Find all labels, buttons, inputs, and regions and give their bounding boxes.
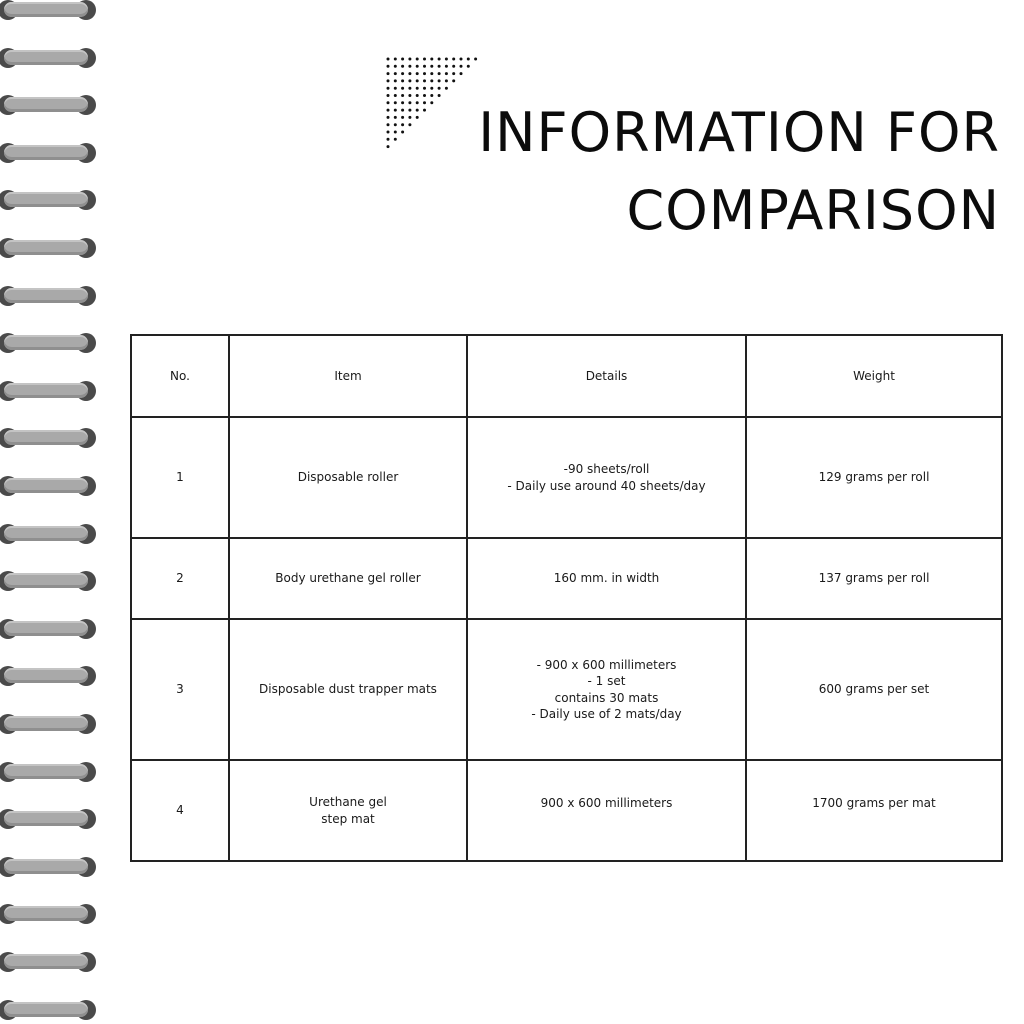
pattern-dot: [394, 58, 397, 61]
table-header-row: [131, 335, 1002, 417]
binding-ring: [0, 903, 98, 925]
pattern-dot: [401, 123, 404, 126]
pattern-dot: [401, 87, 404, 90]
pattern-dot: [416, 72, 419, 75]
pattern-dot: [408, 65, 411, 68]
cell-details: [467, 760, 746, 861]
pattern-dot: [438, 72, 441, 75]
table-row: [131, 538, 1002, 619]
pattern-dot: [387, 87, 390, 90]
pattern-dot: [394, 94, 397, 97]
pattern-dot: [387, 116, 390, 119]
pattern-dot: [387, 58, 390, 61]
detail-line: contains 30 mats: [554, 690, 659, 705]
pattern-dot: [401, 72, 404, 75]
binding-ring: [0, 475, 98, 497]
pattern-dot: [445, 72, 448, 75]
pattern-dot: [452, 79, 455, 82]
pattern-dot: [438, 79, 441, 82]
binding-ring: [0, 142, 98, 164]
pattern-dot: [401, 101, 404, 104]
pattern-dot: [408, 87, 411, 90]
pattern-dot: [394, 72, 397, 75]
pattern-dot: [408, 123, 411, 126]
cell-no: 3: [131, 619, 229, 760]
detail-line: -90 sheets/roll: [563, 462, 650, 476]
pattern-dot: [387, 109, 390, 112]
header-item: Item: [229, 335, 467, 417]
pattern-dot: [430, 79, 433, 82]
pattern-dot: [416, 58, 419, 61]
binding-ring: [0, 523, 98, 545]
pattern-dot: [394, 87, 397, 90]
header-weight: Weight: [746, 335, 1002, 417]
pattern-dot: [408, 109, 411, 112]
pattern-dot: [460, 58, 463, 61]
cell-weight: 600 grams per set: [746, 619, 1002, 760]
pattern-dot: [430, 65, 433, 68]
pattern-dot: [438, 65, 441, 68]
pattern-dot: [416, 79, 419, 82]
table-row: [131, 760, 1002, 861]
cell-details: [467, 417, 746, 538]
pattern-dot: [394, 116, 397, 119]
pattern-dot: [387, 131, 390, 134]
item-line: Urethane gel: [309, 795, 387, 809]
pattern-dot: [401, 94, 404, 97]
pattern-dot: [408, 72, 411, 75]
cell-weight: 129 grams per roll: [746, 417, 1002, 538]
pattern-dot: [394, 79, 397, 82]
detail-line: - 1 set: [587, 674, 626, 688]
item-line: Disposable roller: [297, 470, 399, 485]
detail-line: - Daily use around 40 sheets/day: [507, 478, 706, 493]
pattern-dot: [408, 101, 411, 104]
pattern-dot: [445, 79, 448, 82]
pattern-dot: [394, 109, 397, 112]
pattern-dot: [387, 79, 390, 82]
binding-ring: [0, 94, 98, 116]
binding-ring: [0, 570, 98, 592]
cell-details: [467, 538, 746, 619]
pattern-dot: [423, 65, 426, 68]
binding-ring: [0, 856, 98, 878]
cell-item: [229, 760, 467, 861]
pattern-dot: [394, 131, 397, 134]
binding-ring: [0, 285, 98, 307]
pattern-dot: [408, 79, 411, 82]
pattern-dot: [423, 109, 426, 112]
cell-item: [229, 619, 467, 760]
binding-ring: [0, 47, 98, 69]
binding-ring: [0, 332, 98, 354]
pattern-dot: [416, 94, 419, 97]
pattern-dot: [387, 138, 390, 141]
binding-ring: [0, 427, 98, 449]
pattern-dot: [438, 87, 441, 90]
binding-ring: [0, 808, 98, 830]
pattern-dot: [416, 87, 419, 90]
pattern-dot: [430, 72, 433, 75]
pattern-dot: [387, 72, 390, 75]
item-line: step mat: [321, 811, 375, 826]
pattern-dot: [401, 58, 404, 61]
pattern-dot: [474, 58, 477, 61]
cell-no: 2: [131, 538, 229, 619]
header-no: No.: [131, 335, 229, 417]
pattern-dot: [401, 65, 404, 68]
pattern-dot: [394, 101, 397, 104]
title-line-1: INFORMATION FOR: [478, 101, 1000, 164]
binding-ring: [0, 713, 98, 735]
binding-ring: [0, 951, 98, 973]
pattern-dot: [387, 123, 390, 126]
pattern-dot: [467, 58, 470, 61]
pattern-dot: [460, 65, 463, 68]
pattern-dot: [430, 94, 433, 97]
page-title: [478, 94, 1000, 250]
pattern-dot: [387, 94, 390, 97]
binding-ring: [0, 761, 98, 783]
pattern-dot: [430, 58, 433, 61]
pattern-dot: [387, 101, 390, 104]
pattern-dot: [387, 65, 390, 68]
cell-no: 4: [131, 760, 229, 861]
detail-line: 160 mm. in width: [553, 571, 660, 586]
pattern-dot: [416, 116, 419, 119]
pattern-dot: [423, 87, 426, 90]
binding-ring: [0, 237, 98, 259]
pattern-dot: [452, 58, 455, 61]
pattern-dot: [423, 101, 426, 104]
binding-ring: [0, 999, 98, 1021]
binding-ring: [0, 189, 98, 211]
dot-pattern-decoration: [386, 57, 481, 152]
table-row: [131, 417, 1002, 538]
pattern-dot: [423, 94, 426, 97]
cell-details: [467, 619, 746, 760]
detail-line: 900 x 600 millimeters: [540, 796, 673, 810]
cell-weight: 137 grams per roll: [746, 538, 1002, 619]
pattern-dot: [394, 138, 397, 141]
item-line: Disposable dust trapper mats: [259, 682, 437, 697]
pattern-dot: [445, 58, 448, 61]
pattern-dot: [401, 79, 404, 82]
pattern-dot: [394, 123, 397, 126]
pattern-dot: [394, 65, 397, 68]
pattern-dot: [401, 116, 404, 119]
pattern-dot: [438, 94, 441, 97]
pattern-dot: [401, 131, 404, 134]
cell-item: [229, 417, 467, 538]
pattern-dot: [401, 109, 404, 112]
pattern-dot: [430, 101, 433, 104]
pattern-dot: [460, 72, 463, 75]
pattern-dot: [430, 87, 433, 90]
pattern-dot: [408, 58, 411, 61]
title-line-2: COMPARISON: [626, 179, 1000, 242]
pattern-dot: [408, 116, 411, 119]
table-row: [131, 619, 1002, 760]
binding-ring: [0, 380, 98, 402]
binding-ring: [0, 0, 98, 21]
comparison-table: [130, 334, 1003, 862]
pattern-dot: [423, 72, 426, 75]
spiral-binding: [0, 0, 110, 1024]
pattern-dot: [416, 109, 419, 112]
pattern-dot: [423, 58, 426, 61]
header-details: Details: [467, 335, 746, 417]
cell-weight: 1700 grams per mat: [746, 760, 1002, 861]
pattern-dot: [445, 65, 448, 68]
pattern-dot: [445, 87, 448, 90]
pattern-dot: [452, 72, 455, 75]
cell-no: 1: [131, 417, 229, 538]
cell-item: [229, 538, 467, 619]
pattern-dot: [408, 94, 411, 97]
binding-ring: [0, 665, 98, 687]
detail-line: - 900 x 600 millimeters: [536, 657, 677, 672]
pattern-dot: [452, 65, 455, 68]
pattern-dot: [387, 145, 390, 148]
pattern-dot: [423, 79, 426, 82]
pattern-dot: [416, 65, 419, 68]
pattern-dot: [416, 101, 419, 104]
pattern-dot: [438, 58, 441, 61]
pattern-dot: [467, 65, 470, 68]
item-line: Body urethane gel roller: [275, 571, 421, 586]
detail-line: - Daily use of 2 mats/day: [531, 707, 682, 721]
binding-ring: [0, 618, 98, 640]
